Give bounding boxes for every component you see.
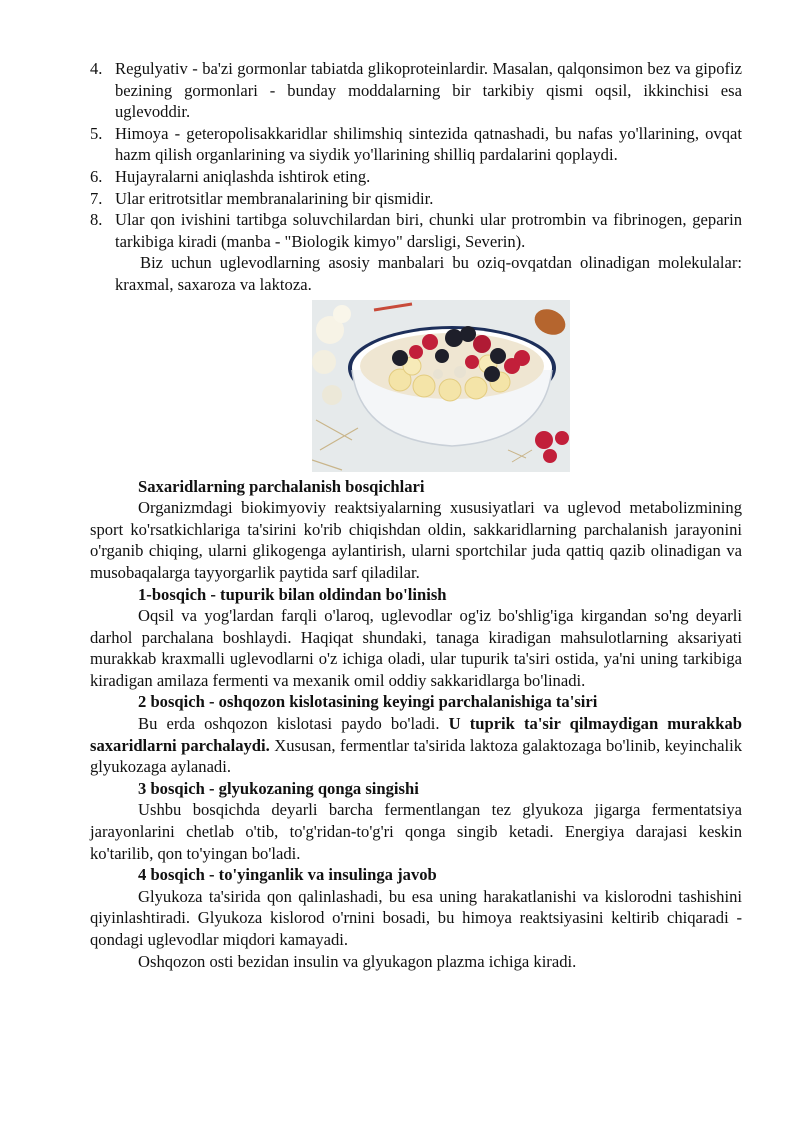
stage-title: 1-bosqich - tupurik bilan oldindan bo'linish xyxy=(138,584,447,604)
numbered-list xyxy=(90,58,742,252)
document-page xyxy=(90,58,742,972)
list-text: Ular qon ivishini tartibga soluvchilardan biri, chunki ular protrombin va fibrinogen, geparin tarkibiga kiradi (manba - "Biologik kimyo" darsligi, Severin). xyxy=(115,210,742,251)
stage-title: 2 bosqich - oshqozon kislotasining keyingi parchalanishiga ta'siri xyxy=(138,692,598,712)
list-number: 7. xyxy=(90,188,103,208)
stage-paragraph xyxy=(90,799,742,864)
list-item xyxy=(90,123,742,166)
list-text: Himoya - geteropolisakkaridlar shilimshiq sintezida qatnashadi, bu nafas yo'llarining, ovqat hazm qilish organlarining va siydik yo'llarining shilliq pardalarini qoplaydi. xyxy=(115,123,742,165)
stage-text: Oqsil va yog'lardan farqli o'laroq, uglevodlar og'iz bo'shlig'iga kirgandan so'ng deyarli darhol parchalana boshlaydi. Haqiqat shundaki, tanaga kiradigan mahsulotlarning aksariyati murakkab kraxmalli uglevodlarni o'z ichiga oladi, ular tupurik ta'siri ostida, ya'ni uning tarkibiga kiradigan amilaza fermenti va mexanik omil oddiy sakkaridlarga bo'linadi. xyxy=(90,606,742,690)
list-number: 5. xyxy=(90,123,103,143)
section-intro: Organizmdagi biokimyoviy reaktsiyalarning xususiyatlari va uglevod metabolizmining sport ko'rsatkichlariga ta'sirini ko'rib chiqishdan oldin, sakkaridlarning parchalanish jarayonini o'rganib chiqing, ularni glikogenga aylantirish, ularni sportchilar juda qattiq qazib olinadigan va musobaqalarga tayyorgarlik paytida sarf qiladilar. xyxy=(90,498,742,582)
stage-text-after: Xususan, fermentlar ta'sirida laktoza galaktozaga bo'linib, keyinchalik glyukozaga aylanadi. xyxy=(90,735,742,777)
closing-paragraph: Oshqozon osti bezidan insulin va glyukagon plazma ichiga kiradi. xyxy=(138,951,577,971)
section-title: Saxaridlarning parchalanish bosqichlari xyxy=(138,476,425,496)
stage-paragraph xyxy=(90,886,742,951)
list-item xyxy=(90,209,742,252)
stage-paragraph xyxy=(90,605,742,691)
list-number: 4. xyxy=(90,59,103,78)
stage-title: 3 bosqich - glyukozaning qonga singishi xyxy=(138,778,419,798)
oatmeal-bowl-image xyxy=(312,300,570,472)
stage-text: Glyukoza ta'sirida qon qalinlashadi, bu esa uning harakatlanishi va kislorodni tashishini qiyinlashtiradi. Glyukoza kislorod o'rnini bosadi, bu himoya reaktsiyasini keltirib chiqaradi - qondagi uglevodlar miqdori kamayadi. xyxy=(90,886,742,949)
stage-text: Bu erda oshqozon kislotasi paydo bo'ladi. xyxy=(138,714,449,734)
list-text: Hujayralarni aniqlashda ishtirok eting. xyxy=(115,166,371,186)
stage-title: 4 bosqich - to'yinganlik va insulinga javob xyxy=(138,865,437,885)
list-item xyxy=(90,188,742,210)
list-text: Ular eritrotsitlar membranalarining bir qismidir. xyxy=(115,188,434,208)
list-item xyxy=(90,58,742,123)
list-number: 8. xyxy=(90,210,103,230)
list-text: Regulyativ - ba'zi gormonlar tabiatda glikoproteinlardir. Masalan, qalqonsimon bez va gipofiz bezining gormonlari - bunday moddalarning bir tarkibiy qismi oqsil, ikkinchisi esa uglevoddir. xyxy=(115,59,742,122)
stage-paragraph xyxy=(90,713,742,778)
list-item xyxy=(90,166,742,188)
intro-paragraph: Biz uchun uglevodlarning asosiy manbalari bu oziq-ovqatdan olinadigan molekulalar: kraxmal, saxaroza va laktoza. xyxy=(115,253,742,294)
list-number: 6. xyxy=(90,166,103,186)
stage-bold-text: U tuprik ta'sir qilmaydigan murakkab saxaridlarni parchalaydi. xyxy=(90,714,742,755)
oatmeal-bowl-illustration xyxy=(312,300,570,472)
stage-text: Ushbu bosqichda deyarli barcha fermentlangan tez glyukoza jigarga fermentatsiya jarayonlarini chetlab o'tib, to'g'ridan-to'g'ri qonga singib ketadi. Energiya darajasi keskin ko'tarilib, qon to'yingan bo'ladi. xyxy=(90,800,742,863)
